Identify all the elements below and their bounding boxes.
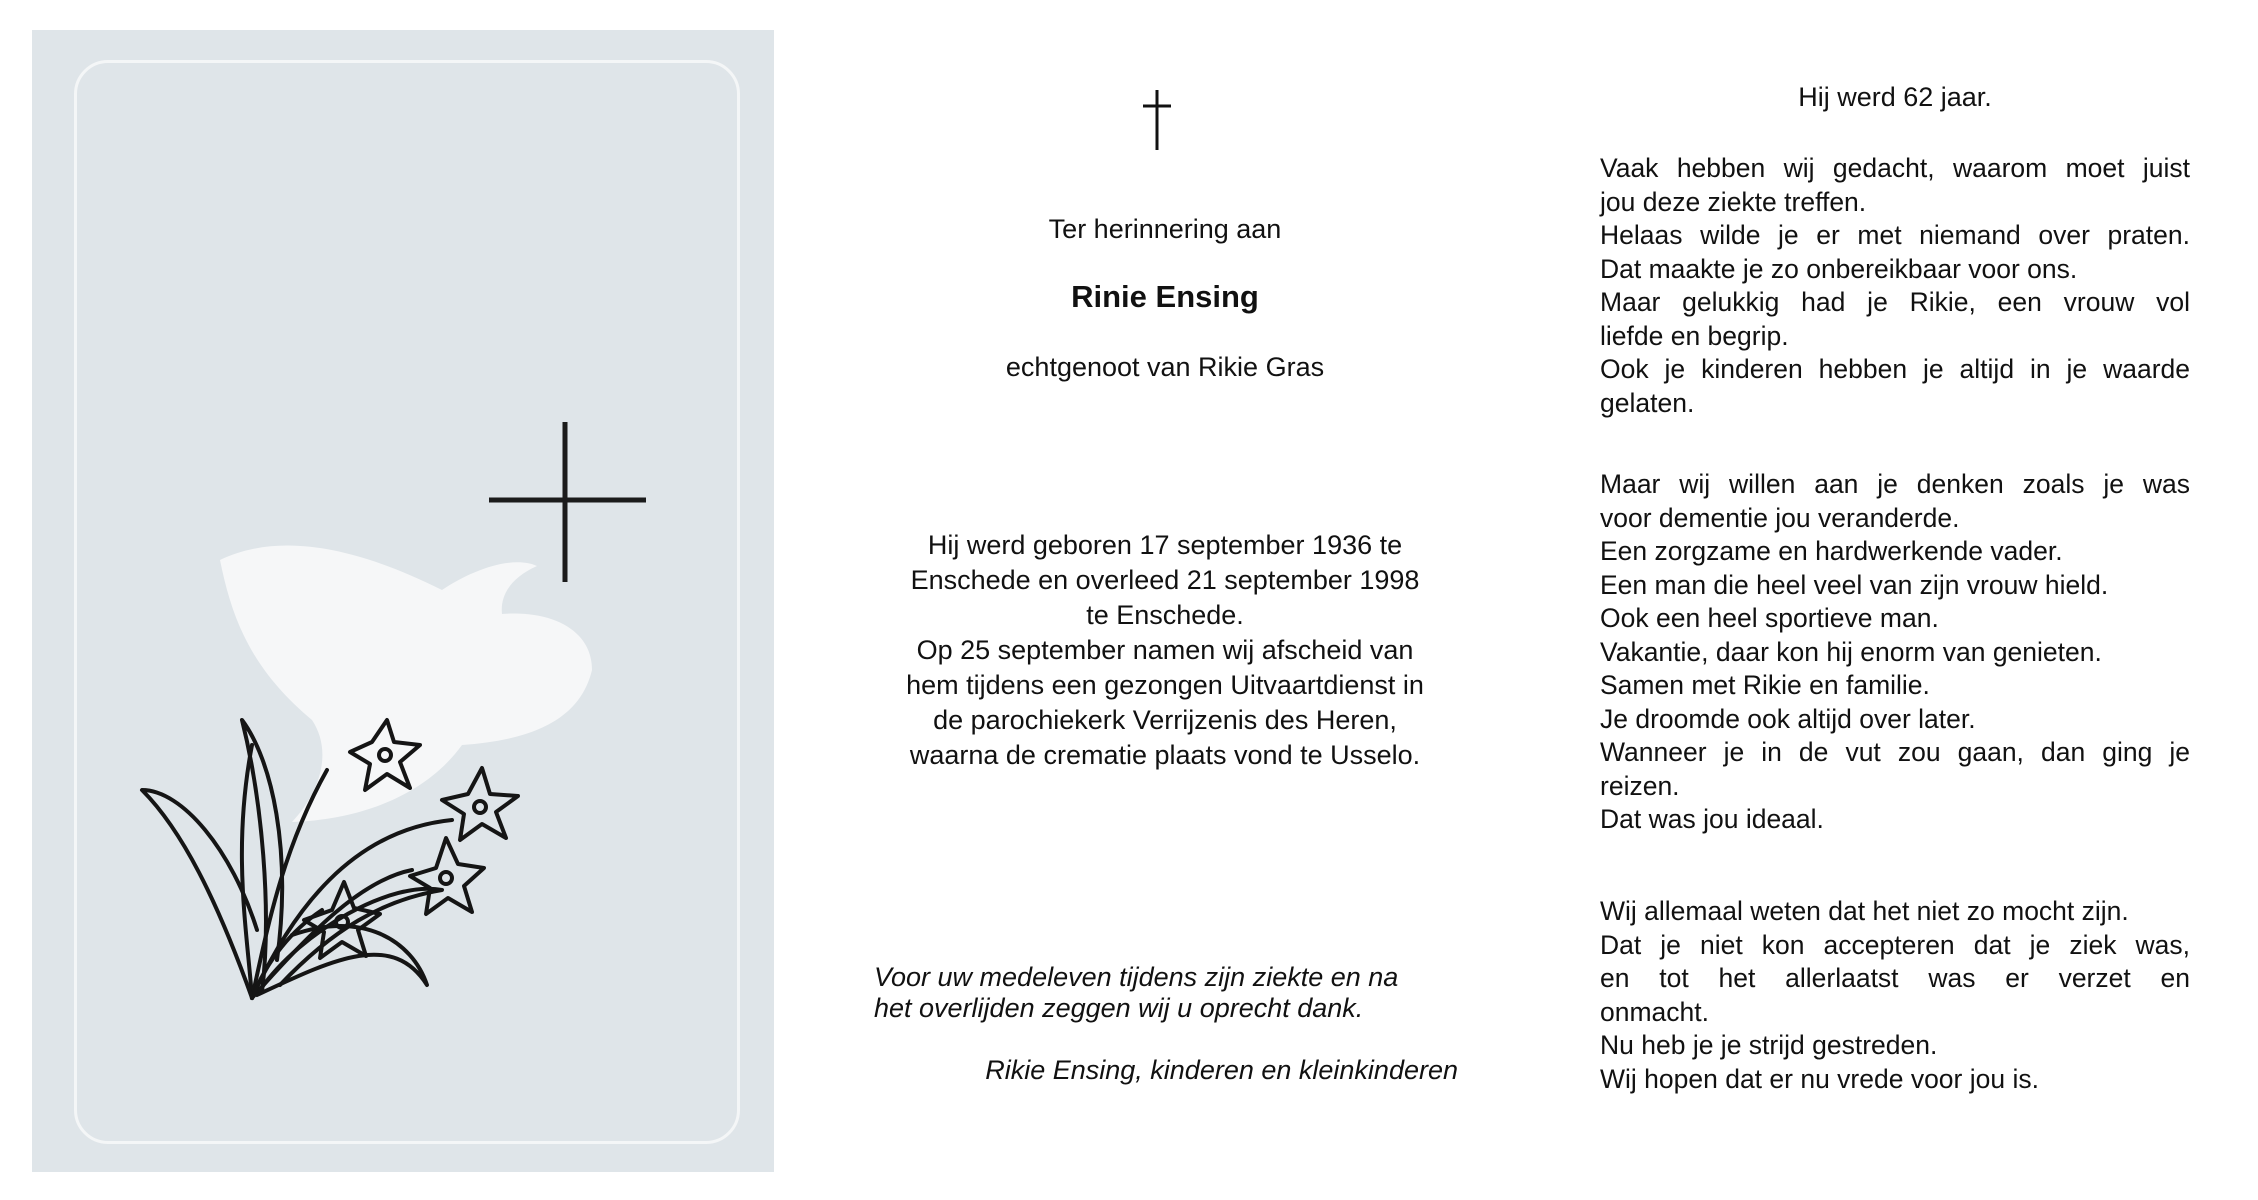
intro-text: Ter herinnering aan — [1048, 214, 1282, 244]
biography — [860, 528, 1470, 773]
poem-line: jou deze ziekte treffen. — [1600, 186, 1867, 217]
poem-line: Samen met Rikie en familie. — [1600, 670, 1930, 700]
poem-line: Vakantie, daar kon hij enorm van genieten. — [1600, 636, 2102, 667]
poem-line: Dat maakte je zo onbereikbaar voor ons. — [1600, 253, 2078, 284]
poem-line: Dat je niet kon accepteren dat je ziek was, — [1600, 929, 2190, 960]
biography-line: Enschede en overleed 21 september 1998 — [910, 565, 1420, 595]
poem-line: Dat was jou ideaal. — [1600, 804, 1824, 834]
card-inside-left — [860, 0, 1470, 1200]
age-text: Hij werd 62 jaar. — [1798, 82, 1992, 112]
poem-line: Maar wij willen aan je denken zoals je was — [1600, 469, 2190, 499]
biography-line: de parochiekerk Verrijzenis des Heren, — [933, 705, 1397, 735]
poem-line: Je droomde ook altijd over later. — [1600, 703, 1976, 734]
thanks-line: Voor uw medeleven tijdens zijn ziekte en na — [874, 962, 1399, 992]
card-inside-right — [1600, 0, 2190, 1200]
biography-line: Op 25 september namen wij afscheid van — [916, 635, 1414, 665]
poem-line: en tot het allerlaatst was er verzet en — [1600, 963, 2190, 993]
poem-line: Een zorgzame en hardwerkende vader. — [1600, 536, 2063, 566]
poem-line: Wanneer je in de vut zou gaan, dan ging je — [1600, 737, 2190, 767]
thanks-line: het overlijden zeggen wij u oprecht dank. — [874, 993, 1364, 1023]
poem-line: onmacht. — [1600, 996, 1710, 1027]
poem-stanza-2 — [1600, 468, 2190, 837]
poem-line: Een man die heel veel van zijn vrouw hield. — [1600, 569, 2109, 600]
latin-cross-icon — [489, 422, 646, 582]
deceased-name: Rinie Ensing — [1071, 279, 1259, 314]
poem-line: Nu heb je je strijd gestreden. — [1600, 1030, 1938, 1060]
front-illustration — [32, 30, 774, 1172]
poem-line: Wij allemaal weten dat het niet zo mocht zijn. — [1600, 896, 2129, 926]
card-front — [32, 30, 774, 1172]
poem-line: Maar gelukkig had je Rikie, een vrouw vol — [1600, 287, 2190, 317]
biography-line: waarna de crematie plaats vond te Usselo. — [909, 740, 1421, 770]
poem-line: Ook een heel sportieve man. — [1600, 603, 1939, 633]
latin-cross-icon — [1137, 88, 1177, 152]
poem-stanza-3 — [1600, 895, 2190, 1096]
poem-line: Ook je kinderen hebben je altijd in je waarde — [1600, 354, 2190, 384]
poem-line: reizen. — [1600, 770, 1680, 801]
poem-line: voor dementie jou veranderde. — [1600, 502, 1960, 533]
poem-stanza-1 — [1600, 152, 2190, 420]
family-signature: Rikie Ensing, kinderen en kleinkinderen — [985, 1055, 1458, 1085]
spouse-text: echtgenoot van Rikie Gras — [1005, 352, 1325, 382]
poem-line: Vaak hebben wij gedacht, waarom moet juist — [1600, 153, 2190, 183]
poem-line: liefde en begrip. — [1600, 320, 1789, 351]
poem-line: Wij hopen dat er nu vrede voor jou is. — [1600, 1063, 2039, 1094]
thanks-note — [874, 962, 1464, 1024]
poem-line: gelaten. — [1600, 387, 1695, 418]
biography-line: te Enschede. — [1086, 600, 1244, 630]
biography-line: hem tijdens een gezongen Uitvaartdienst in — [906, 670, 1424, 700]
biography-line: Hij werd geboren 17 september 1936 te — [927, 530, 1403, 560]
poem-line: Helaas wilde je er met niemand over praten. — [1600, 220, 2190, 250]
